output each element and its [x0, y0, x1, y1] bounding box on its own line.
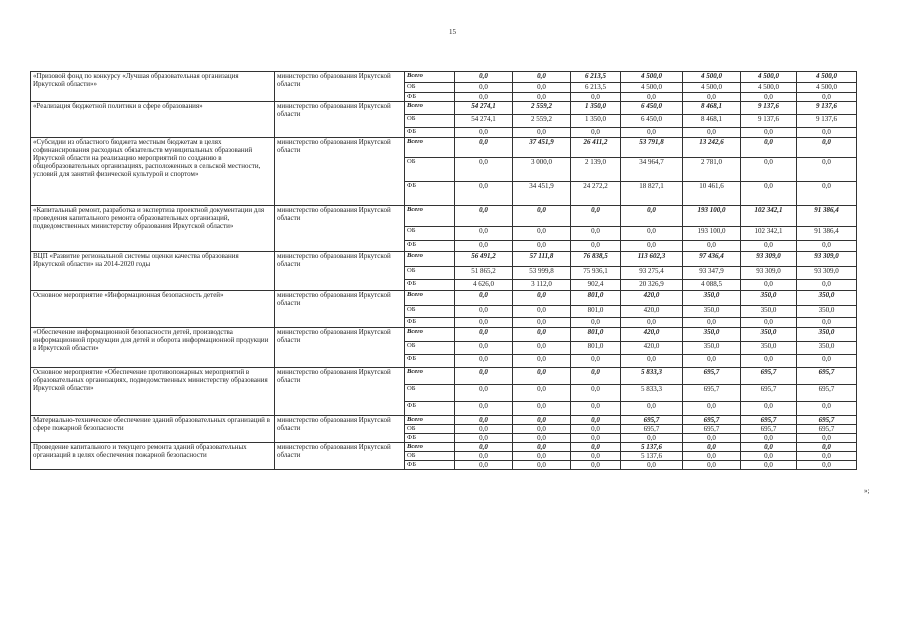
amount-cell: 695,7: [797, 425, 857, 434]
amount-cell: 0,0: [455, 355, 513, 368]
amount-cell: 0,0: [741, 182, 797, 206]
amount-cell: 9 137,6: [797, 115, 857, 128]
amount-cell: 0,0: [455, 138, 513, 158]
amount-cell: 8 468,1: [683, 115, 741, 128]
amount-cell: 0,0: [571, 452, 621, 461]
amount-cell: 0,0: [683, 355, 741, 368]
amount-cell: 2 781,0: [683, 158, 741, 182]
amount-cell: 0,0: [455, 318, 513, 328]
activity-name: Основное мероприятие «Обеспечение противопожарных мероприятий в образовательных организациях, подведомственных министерству образования Иркутской области»: [31, 368, 275, 416]
table-row: [31, 328, 857, 342]
amount-cell: 0,0: [455, 206, 513, 227]
activity-name: «Капитальный ремонт, разработка и экспертиза проектной документации для проведения капитального ремонта образовательных организаций, подведомственных министерству образования Иркутской области»: [31, 206, 275, 252]
amount-cell: 0,0: [513, 355, 571, 368]
amount-cell: 0,0: [571, 318, 621, 328]
funding-source: Всего: [405, 138, 455, 158]
amount-cell: 6 450,0: [621, 115, 683, 128]
amount-cell: 0,0: [455, 328, 513, 342]
executor: министерство образования Иркутской области: [275, 138, 405, 206]
amount-cell: 13 242,6: [683, 138, 741, 158]
amount-cell: 6 213,5: [571, 83, 621, 93]
funding-source: ОБ: [405, 83, 455, 93]
amount-cell: 350,0: [683, 306, 741, 318]
amount-cell: 2 559,2: [513, 115, 571, 128]
amount-cell: 34 964,7: [621, 158, 683, 182]
amount-cell: 9 137,6: [741, 102, 797, 115]
amount-cell: 350,0: [741, 306, 797, 318]
amount-cell: 0,0: [797, 138, 857, 158]
executor: министерство образования Иркутской области: [275, 328, 405, 368]
amount-cell: 0,0: [741, 128, 797, 138]
table-row: [31, 416, 857, 425]
table-row: [31, 368, 857, 385]
amount-cell: 0,0: [621, 227, 683, 241]
amount-cell: 695,7: [683, 425, 741, 434]
funding-source: Всего: [405, 291, 455, 306]
page-number: 15: [449, 28, 456, 36]
amount-cell: 4 500,0: [797, 83, 857, 93]
amount-cell: 0,0: [797, 355, 857, 368]
amount-cell: 0,0: [571, 416, 621, 425]
amount-cell: 5 137,6: [621, 443, 683, 452]
amount-cell: 0,0: [683, 318, 741, 328]
amount-cell: 0,0: [455, 368, 513, 385]
amount-cell: 0,0: [683, 452, 741, 461]
amount-cell: 0,0: [571, 368, 621, 385]
amount-cell: 0,0: [513, 291, 571, 306]
amount-cell: 26 411,2: [571, 138, 621, 158]
activity-name: «Обеспечение информационной безопасности детей, производства информационной продукции для детей и оборота информационной продукции в Иркутской области»: [31, 328, 275, 368]
amount-cell: 695,7: [797, 368, 857, 385]
amount-cell: 695,7: [683, 368, 741, 385]
amount-cell: 0,0: [513, 443, 571, 452]
amount-cell: 97 436,4: [683, 252, 741, 267]
amount-cell: 350,0: [683, 328, 741, 342]
amount-cell: 5 833,3: [621, 385, 683, 402]
funding-source: ФБ: [405, 182, 455, 206]
funding-source: Всего: [405, 72, 455, 83]
budget-table: [30, 71, 857, 470]
amount-cell: 695,7: [741, 416, 797, 425]
amount-cell: 54 274,1: [455, 102, 513, 115]
amount-cell: 0,0: [797, 158, 857, 182]
amount-cell: 0,0: [455, 416, 513, 425]
amount-cell: 0,0: [571, 443, 621, 452]
amount-cell: 801,0: [571, 306, 621, 318]
amount-cell: 801,0: [571, 342, 621, 355]
amount-cell: 4 626,0: [455, 280, 513, 291]
table-row: [31, 206, 857, 227]
amount-cell: 350,0: [797, 291, 857, 306]
amount-cell: 695,7: [741, 385, 797, 402]
amount-cell: 0,0: [455, 342, 513, 355]
amount-cell: 0,0: [621, 318, 683, 328]
amount-cell: 350,0: [683, 291, 741, 306]
amount-cell: 0,0: [797, 93, 857, 102]
amount-cell: 0,0: [621, 355, 683, 368]
funding-source: ОБ: [405, 385, 455, 402]
amount-cell: 0,0: [571, 355, 621, 368]
amount-cell: 18 827,1: [621, 182, 683, 206]
funding-source: ФБ: [405, 280, 455, 291]
amount-cell: 0,0: [513, 93, 571, 102]
amount-cell: 0,0: [513, 425, 571, 434]
amount-cell: 695,7: [741, 368, 797, 385]
amount-cell: 0,0: [513, 72, 571, 83]
amount-cell: 0,0: [455, 182, 513, 206]
amount-cell: 0,0: [797, 461, 857, 470]
amount-cell: 4 500,0: [621, 72, 683, 83]
funding-source: ОБ: [405, 342, 455, 355]
amount-cell: 0,0: [621, 241, 683, 252]
amount-cell: 4 500,0: [741, 72, 797, 83]
funding-source: ОБ: [405, 425, 455, 434]
funding-source: Всего: [405, 416, 455, 425]
amount-cell: 93 347,9: [683, 267, 741, 280]
amount-cell: 75 936,1: [571, 267, 621, 280]
funding-source: ОБ: [405, 267, 455, 280]
amount-cell: 53 999,8: [513, 267, 571, 280]
funding-source: ФБ: [405, 355, 455, 368]
amount-cell: 5 137,6: [621, 452, 683, 461]
amount-cell: 24 272,2: [571, 182, 621, 206]
amount-cell: 0,0: [571, 206, 621, 227]
funding-source: Всего: [405, 443, 455, 452]
amount-cell: 0,0: [513, 402, 571, 416]
amount-cell: 695,7: [683, 385, 741, 402]
amount-cell: 2 559,2: [513, 102, 571, 115]
amount-cell: 0,0: [797, 434, 857, 443]
amount-cell: 56 491,2: [455, 252, 513, 267]
executor: министерство образования Иркутской области: [275, 368, 405, 416]
amount-cell: 801,0: [571, 291, 621, 306]
amount-cell: 350,0: [797, 328, 857, 342]
funding-source: Всего: [405, 368, 455, 385]
amount-cell: 0,0: [455, 158, 513, 182]
amount-cell: 0,0: [513, 206, 571, 227]
funding-source: ОБ: [405, 115, 455, 128]
funding-source: Всего: [405, 328, 455, 342]
amount-cell: 0,0: [571, 128, 621, 138]
amount-cell: 0,0: [797, 452, 857, 461]
amount-cell: 0,0: [571, 434, 621, 443]
activity-name: «Реализация бюджетной политики в сфере образования»: [31, 102, 275, 138]
amount-cell: 2 139,0: [571, 158, 621, 182]
amount-cell: 695,7: [683, 416, 741, 425]
amount-cell: 0,0: [797, 280, 857, 291]
table-row: [31, 72, 857, 83]
amount-cell: 0,0: [513, 128, 571, 138]
amount-cell: 0,0: [455, 402, 513, 416]
amount-cell: 0,0: [621, 402, 683, 416]
funding-source: ОБ: [405, 227, 455, 241]
funding-source: ФБ: [405, 434, 455, 443]
amount-cell: 1 350,0: [571, 102, 621, 115]
table-row: [31, 138, 857, 158]
amount-cell: 801,0: [571, 328, 621, 342]
amount-cell: 0,0: [513, 83, 571, 93]
amount-cell: 93 309,0: [741, 252, 797, 267]
amount-cell: 0,0: [455, 128, 513, 138]
amount-cell: 0,0: [741, 452, 797, 461]
amount-cell: 420,0: [621, 342, 683, 355]
amount-cell: 6 213,5: [571, 72, 621, 83]
amount-cell: 0,0: [741, 443, 797, 452]
amount-cell: 0,0: [513, 368, 571, 385]
amount-cell: 0,0: [683, 461, 741, 470]
funding-source: ФБ: [405, 461, 455, 470]
executor: министерство образования Иркутской области: [275, 291, 405, 328]
amount-cell: 20 326,9: [621, 280, 683, 291]
amount-cell: 0,0: [571, 402, 621, 416]
amount-cell: 193 100,0: [683, 227, 741, 241]
table-row: [31, 443, 857, 452]
amount-cell: 0,0: [683, 402, 741, 416]
amount-cell: 93 309,0: [797, 252, 857, 267]
amount-cell: 0,0: [513, 318, 571, 328]
funding-source: ФБ: [405, 93, 455, 102]
executor: министерство образования Иркутской области: [275, 72, 405, 102]
executor: министерство образования Иркутской области: [275, 252, 405, 291]
amount-cell: 0,0: [683, 128, 741, 138]
funding-source: ФБ: [405, 128, 455, 138]
amount-cell: 420,0: [621, 306, 683, 318]
amount-cell: 0,0: [455, 425, 513, 434]
amount-cell: 91 386,4: [797, 227, 857, 241]
amount-cell: 420,0: [621, 328, 683, 342]
amount-cell: 102 342,1: [741, 206, 797, 227]
amount-cell: 350,0: [797, 306, 857, 318]
amount-cell: 0,0: [797, 128, 857, 138]
amount-cell: 0,0: [797, 443, 857, 452]
amount-cell: 5 833,3: [621, 368, 683, 385]
activity-name: Основное мероприятие «Информационная безопасность детей»: [31, 291, 275, 328]
amount-cell: 76 838,5: [571, 252, 621, 267]
table-row: [31, 252, 857, 267]
executor: министерство образования Иркутской области: [275, 416, 405, 443]
amount-cell: 6 450,0: [621, 102, 683, 115]
amount-cell: 54 274,1: [455, 115, 513, 128]
amount-cell: 0,0: [455, 93, 513, 102]
amount-cell: 0,0: [741, 158, 797, 182]
amount-cell: 0,0: [513, 461, 571, 470]
amount-cell: 4 500,0: [621, 83, 683, 93]
amount-cell: 350,0: [741, 328, 797, 342]
amount-cell: 420,0: [621, 291, 683, 306]
funding-source: Всего: [405, 102, 455, 115]
amount-cell: 0,0: [513, 227, 571, 241]
amount-cell: 0,0: [797, 402, 857, 416]
table-row: [31, 102, 857, 115]
amount-cell: 3 000,0: [513, 158, 571, 182]
amount-cell: 0,0: [455, 434, 513, 443]
amount-cell: 0,0: [513, 452, 571, 461]
amount-cell: 0,0: [455, 83, 513, 93]
amount-cell: 193 100,0: [683, 206, 741, 227]
amount-cell: 51 865,2: [455, 267, 513, 280]
activity-name: ВЦП «Развитие региональной системы оценки качества образования Иркутской области» на 2014-2020 годы: [31, 252, 275, 291]
amount-cell: 4 500,0: [797, 72, 857, 83]
amount-cell: 93 309,0: [797, 267, 857, 280]
table-row: [31, 291, 857, 306]
amount-cell: 0,0: [455, 385, 513, 402]
activity-name: «Субсидии из областного бюджета местным бюджетам в целях софинансирования расходных обязательств муниципальных образований Иркутской области на реализацию мероприятий по созданию в общеобразовательных организациях, расположенных в сельской местности, условий для занятий физической культурой и спортом»: [31, 138, 275, 206]
funding-source: ФБ: [405, 402, 455, 416]
amount-cell: 350,0: [741, 291, 797, 306]
amount-cell: 0,0: [621, 93, 683, 102]
amount-cell: 0,0: [683, 241, 741, 252]
amount-cell: 57 111,8: [513, 252, 571, 267]
funding-source: ФБ: [405, 241, 455, 252]
amount-cell: 4 500,0: [741, 83, 797, 93]
amount-cell: 0,0: [513, 416, 571, 425]
amount-cell: 695,7: [741, 425, 797, 434]
amount-cell: 0,0: [741, 138, 797, 158]
executor: министерство образования Иркутской области: [275, 443, 405, 470]
amount-cell: 0,0: [513, 385, 571, 402]
amount-cell: 93 309,0: [741, 267, 797, 280]
amount-cell: 0,0: [455, 452, 513, 461]
amount-cell: 0,0: [455, 291, 513, 306]
amount-cell: 695,7: [797, 385, 857, 402]
amount-cell: 53 791,8: [621, 138, 683, 158]
amount-cell: 0,0: [741, 461, 797, 470]
funding-source: Всего: [405, 252, 455, 267]
amount-cell: 0,0: [797, 241, 857, 252]
amount-cell: 0,0: [683, 443, 741, 452]
amount-cell: 0,0: [741, 93, 797, 102]
amount-cell: 0,0: [571, 227, 621, 241]
amount-cell: 34 451,9: [513, 182, 571, 206]
funding-source: Всего: [405, 206, 455, 227]
amount-cell: 0,0: [455, 72, 513, 83]
funding-source: ОБ: [405, 452, 455, 461]
closing-quote: »;: [864, 487, 870, 495]
amount-cell: 0,0: [741, 434, 797, 443]
amount-cell: 0,0: [455, 241, 513, 252]
amount-cell: 0,0: [571, 461, 621, 470]
activity-name: «Призовой фонд по конкурсу «Лучшая образовательная организация Иркутской области»»: [31, 72, 275, 102]
amount-cell: 4 088,5: [683, 280, 741, 291]
amount-cell: 1 350,0: [571, 115, 621, 128]
funding-source: ОБ: [405, 158, 455, 182]
amount-cell: 0,0: [571, 385, 621, 402]
amount-cell: 0,0: [741, 355, 797, 368]
amount-cell: 0,0: [513, 328, 571, 342]
amount-cell: 4 500,0: [683, 72, 741, 83]
amount-cell: 0,0: [621, 434, 683, 443]
amount-cell: 9 137,6: [741, 115, 797, 128]
amount-cell: 0,0: [683, 93, 741, 102]
amount-cell: 0,0: [797, 318, 857, 328]
amount-cell: 0,0: [571, 241, 621, 252]
amount-cell: 0,0: [621, 461, 683, 470]
funding-source: ОБ: [405, 306, 455, 318]
amount-cell: 37 451,9: [513, 138, 571, 158]
amount-cell: 0,0: [741, 241, 797, 252]
amount-cell: 0,0: [741, 402, 797, 416]
amount-cell: 10 461,6: [683, 182, 741, 206]
amount-cell: 0,0: [513, 342, 571, 355]
amount-cell: 0,0: [455, 443, 513, 452]
amount-cell: 0,0: [741, 318, 797, 328]
amount-cell: 9 137,6: [797, 102, 857, 115]
amount-cell: 350,0: [797, 342, 857, 355]
amount-cell: 0,0: [683, 434, 741, 443]
funding-source: ФБ: [405, 318, 455, 328]
activity-name: Проведение капитального и текущего ремонта зданий образовательных организаций в целях обеспечения пожарной безопасности: [31, 443, 275, 470]
amount-cell: 8 468,1: [683, 102, 741, 115]
executor: министерство образования Иркутской области: [275, 102, 405, 138]
amount-cell: 91 386,4: [797, 206, 857, 227]
amount-cell: 695,7: [797, 416, 857, 425]
amount-cell: 0,0: [621, 128, 683, 138]
amount-cell: 0,0: [513, 241, 571, 252]
amount-cell: 93 275,4: [621, 267, 683, 280]
amount-cell: 350,0: [683, 342, 741, 355]
amount-cell: 4 500,0: [683, 83, 741, 93]
amount-cell: 902,4: [571, 280, 621, 291]
amount-cell: 695,7: [621, 416, 683, 425]
amount-cell: 0,0: [455, 306, 513, 318]
amount-cell: 0,0: [571, 93, 621, 102]
amount-cell: 695,7: [621, 425, 683, 434]
amount-cell: 350,0: [741, 342, 797, 355]
executor: министерство образования Иркутской области: [275, 206, 405, 252]
amount-cell: 0,0: [455, 227, 513, 241]
amount-cell: 113 602,3: [621, 252, 683, 267]
amount-cell: 0,0: [513, 434, 571, 443]
activity-name: Материально-техническое обеспечение зданий образовательных организаций в сфере пожарной безопасности: [31, 416, 275, 443]
amount-cell: 0,0: [621, 206, 683, 227]
amount-cell: 0,0: [797, 182, 857, 206]
amount-cell: 0,0: [455, 461, 513, 470]
amount-cell: 102 342,1: [741, 227, 797, 241]
amount-cell: 0,0: [513, 306, 571, 318]
amount-cell: 0,0: [741, 280, 797, 291]
amount-cell: 0,0: [571, 425, 621, 434]
amount-cell: 3 112,0: [513, 280, 571, 291]
